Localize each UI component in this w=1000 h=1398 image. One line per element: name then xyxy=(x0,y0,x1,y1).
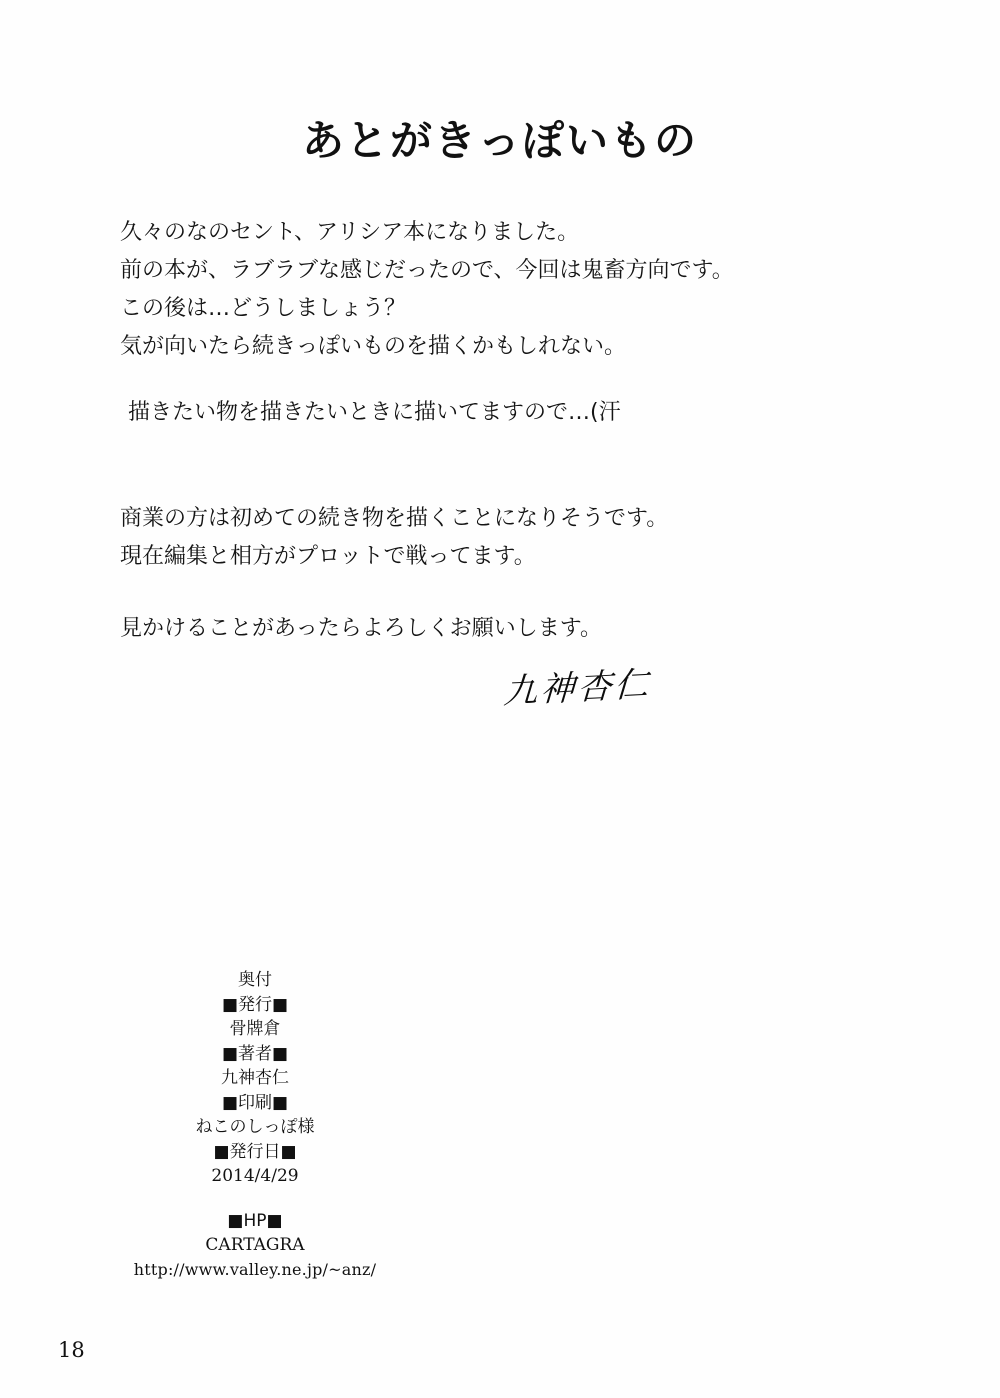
colophon-printing-value: ねこのしっぽ様 xyxy=(195,1117,315,1137)
paragraph-line: 気が向いたら続きっぽいものを描くかもしれない。 xyxy=(120,334,627,359)
colophon-hp-label: ■HP■ xyxy=(227,1210,283,1231)
paragraph-line: この後は…どうしましょう？ xyxy=(120,296,407,321)
paragraph-line: 久々のなのセント、アリシア本になりました。 xyxy=(120,220,580,245)
afterword-paragraph-2 xyxy=(128,394,928,432)
afterword-paragraph-3 xyxy=(120,500,920,576)
colophon-date-label: ■発行日■ xyxy=(213,1141,297,1162)
page-title-text: あとがきっぽいもの xyxy=(301,116,698,165)
paragraph-line: 描きたい物を描きたいときに描いてますので…(汗 xyxy=(128,400,621,425)
paragraph-line: 前の本が、ラブラブな感じだったので、今回は鬼畜方向です。 xyxy=(120,258,734,283)
paragraph-line: 見かけることがあったらよろしくお願いします。 xyxy=(120,616,603,641)
page-title xyxy=(0,108,1000,168)
colophon-date-value: 2014/4/29 xyxy=(211,1166,299,1186)
colophon-author-label: ■著者■ xyxy=(221,1043,289,1064)
colophon-hp-url: http://www.valley.ne.jp/~anz/ xyxy=(133,1259,377,1279)
colophon-heading: 奥付 xyxy=(238,970,272,990)
author-signature-text: 九神杏仁 xyxy=(502,664,653,713)
colophon-publisher-label: ■発行■ xyxy=(221,994,289,1015)
colophon-spacer xyxy=(110,1189,400,1209)
page-number: 18 xyxy=(58,1338,85,1362)
colophon-printing-label: ■印刷■ xyxy=(221,1092,289,1113)
afterword-paragraph-1 xyxy=(120,214,920,366)
author-signature xyxy=(502,664,715,734)
colophon xyxy=(110,968,400,1282)
paragraph-line: 商業の方は初めての続き物を描くことになりそうです。 xyxy=(120,506,669,531)
afterword-paragraph-4 xyxy=(120,610,920,648)
paragraph-line: 現在編集と相方がプロットで戦ってます。 xyxy=(120,544,536,569)
colophon-hp-name: CARTAGRA xyxy=(205,1235,305,1255)
colophon-publisher-value: 骨牌倉 xyxy=(229,1019,281,1039)
colophon-author-value: 九神杏仁 xyxy=(221,1068,289,1088)
